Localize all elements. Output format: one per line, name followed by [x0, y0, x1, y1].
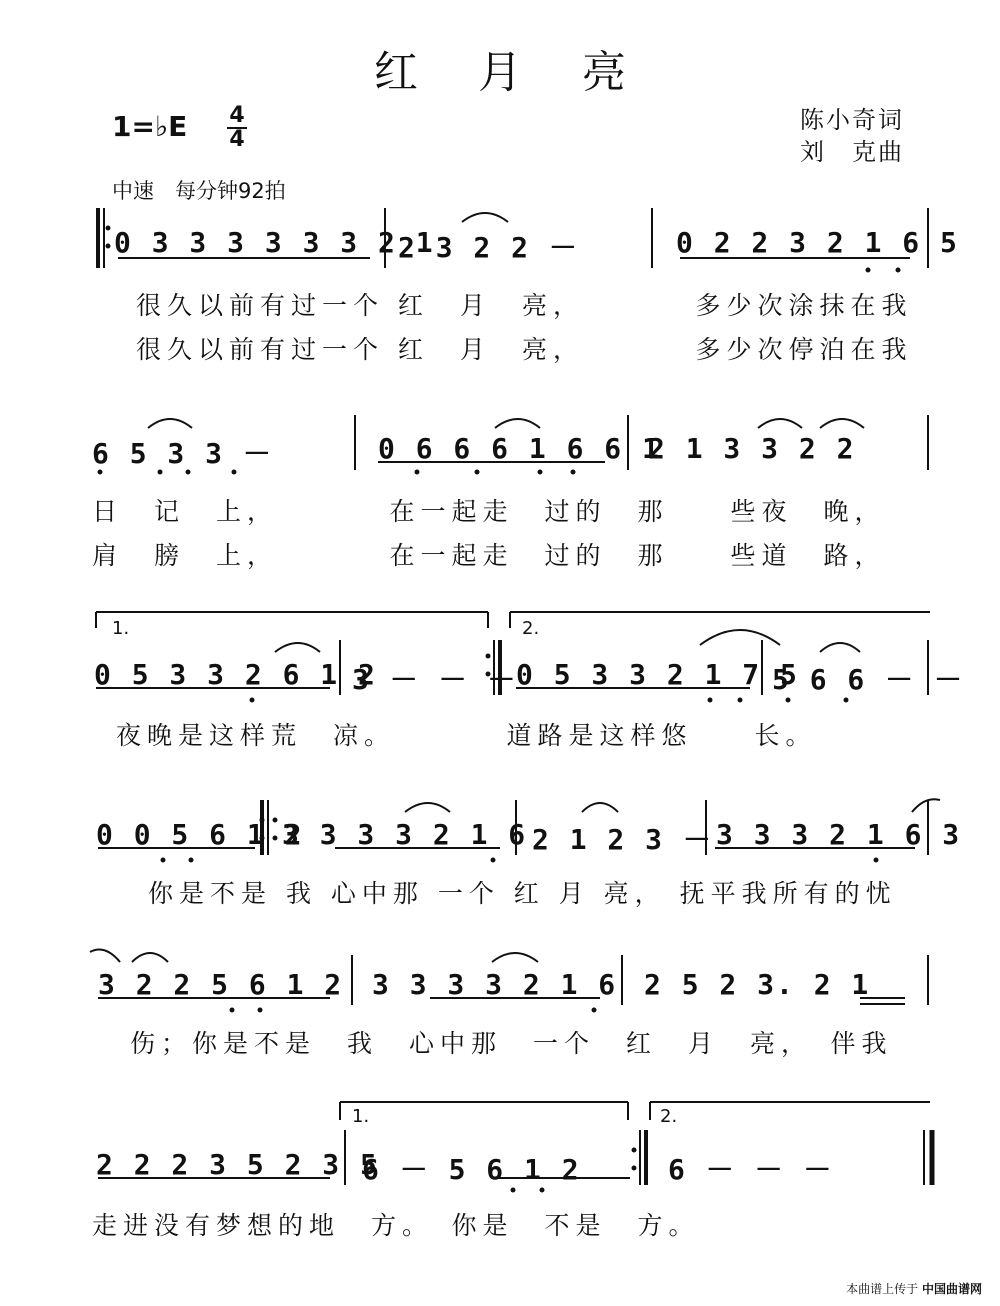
lyric-line: 走进没有梦想的地 方。 你是 不是 方。 [92, 1211, 700, 1240]
measure-notes: 0 2 2 3 2 1 6 5 [676, 226, 959, 259]
tempo-marking: 中速 每分钟92拍 [112, 179, 286, 203]
measure-notes: 0 5 3 3 2 1 7 5 [516, 658, 799, 691]
measure-notes: 2 1 2 3 － [532, 823, 713, 856]
lyric-line: 夜晚是这样荒 凉。 道路是这样悠 长。 [116, 721, 817, 750]
measure-notes: 2 5 2 3. 2 1 [644, 968, 871, 1001]
measure-notes: 0 5 3 3 2 6 1 2 [94, 658, 377, 691]
measure-notes: 3 2 2 5 6 1 2 [98, 968, 344, 1001]
lyricist-credit: 陈小奇词 [800, 106, 904, 134]
measure-notes: 2 1 3 3 2 2 [648, 432, 856, 465]
footer-watermark [846, 1280, 982, 1297]
lyric-line: 你是不是 我 心中那 一个 红 月 亮， 抚平我所有的忧 [148, 879, 897, 908]
lyric-line: 日 记 上， 在一起走 过的 那 些夜 晚， [92, 497, 886, 526]
volta-1-label: 1. [352, 1106, 370, 1127]
measure-notes: 3 3 3 2 1 6 3 [716, 818, 962, 851]
measure-notes: 2 2 2 3 5 2 3 5 [96, 1148, 379, 1181]
measure-notes: 6 － － － [668, 1153, 834, 1186]
measure-notes: 6 5 3 3 － [92, 437, 273, 470]
footer-prefix: 本曲谱上传于 [846, 1282, 919, 1296]
volta-1-label: 1. [112, 618, 130, 639]
measure-notes: 2 3 2 2 － [398, 231, 579, 264]
measure-notes: 6 － 5 6 1 2 [362, 1153, 581, 1186]
lyric-line: 伤；你是不是 我 心中那 一个 红 月 亮， 伴我 [130, 1029, 893, 1058]
measure-notes: 3 3 3 3 2 1 6 [282, 818, 528, 851]
measure-notes: 0 6 6 6 1 6 6 1 [378, 432, 661, 465]
measure-notes: 0 0 5 6 1 2 [96, 818, 304, 851]
volta-2-label: 2. [522, 618, 540, 639]
lyric-line: 肩 膀 上， 在一起走 过的 那 些道 路， [92, 541, 886, 570]
composer-credit: 刘 克曲 [800, 138, 904, 166]
page-title: 红月亮 [374, 47, 686, 98]
time-numerator: 4 [229, 103, 245, 128]
measure-notes: 0 3 3 3 3 3 3 2 1 [114, 226, 435, 259]
measure-notes: 3 3 3 3 2 1 6 [372, 968, 618, 1001]
lyric-line: 很久以前有过一个 红 月 亮， 多少次涂抹在我 [136, 291, 913, 320]
footer-site: 中国曲谱网 [921, 1282, 982, 1296]
measure-notes: 5 6 6 － － [772, 663, 965, 696]
measure-notes: 3 － － － [352, 663, 518, 696]
key-signature: 1=♭E [112, 110, 188, 143]
lyric-line: 很久以前有过一个 红 月 亮， 多少次停泊在我 [136, 335, 913, 364]
time-denominator: 4 [229, 127, 245, 152]
volta-2-label: 2. [660, 1106, 678, 1127]
